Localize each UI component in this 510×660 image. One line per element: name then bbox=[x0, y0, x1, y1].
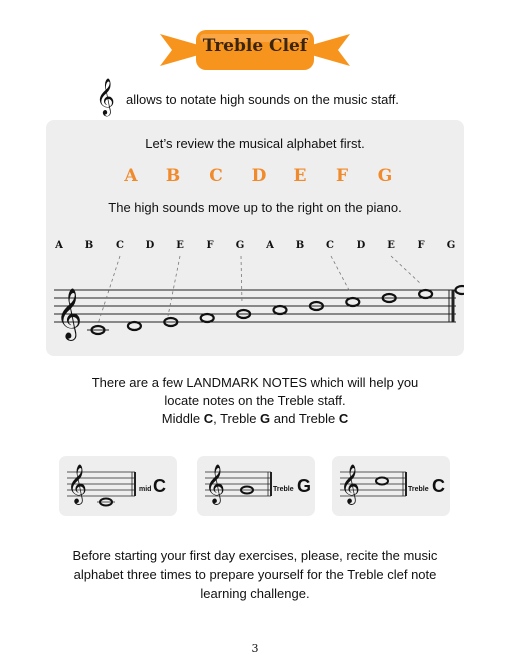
treble-clef-icon: 𝄞 bbox=[340, 464, 361, 504]
whole-note-F bbox=[456, 286, 465, 294]
card-small-label: mid bbox=[139, 486, 152, 493]
page-title: Treble Clef bbox=[202, 36, 308, 56]
whole-note-D bbox=[128, 322, 141, 330]
tone-letter: A bbox=[55, 240, 63, 251]
tone-letter: A bbox=[266, 240, 274, 251]
tone-letter: F bbox=[206, 240, 214, 251]
landmark-card-middle-c bbox=[59, 456, 177, 516]
landmark-text bbox=[40, 374, 470, 428]
page-number: 3 bbox=[251, 642, 259, 655]
alphabet-letter: F bbox=[335, 166, 349, 186]
card-small-label: Treble bbox=[408, 486, 429, 493]
closing-line: Before starting your first day exercises, please, recite the music bbox=[72, 548, 438, 563]
alphabet-letter: C bbox=[209, 166, 223, 186]
treble-clef-icon: 𝄞 bbox=[205, 464, 226, 504]
review-panel bbox=[46, 120, 464, 356]
treble-clef-icon: 𝄞 bbox=[96, 77, 115, 115]
card-small-label: Treble bbox=[273, 486, 294, 493]
landmark-line: locate notes on the Treble staff. bbox=[164, 393, 346, 408]
whole-note-A bbox=[274, 306, 287, 314]
alphabet-letter: A bbox=[124, 166, 138, 186]
text-fragment: , Treble bbox=[213, 411, 261, 426]
note-letter: C bbox=[203, 411, 214, 426]
alphabet-letter: B bbox=[165, 166, 181, 186]
tone-letter: B bbox=[84, 240, 94, 251]
whole-note-E bbox=[419, 290, 432, 298]
tone-letter: E bbox=[387, 240, 395, 251]
alphabet-letter: G bbox=[377, 166, 393, 186]
intro-text: allows to notate high sounds on the music staff. bbox=[126, 92, 399, 107]
tone-letter: D bbox=[145, 240, 155, 251]
tone-letter: B bbox=[295, 240, 305, 251]
landmark-line: There are a few LANDMARK NOTES which will help you bbox=[91, 375, 419, 390]
landmark-card-treble-g bbox=[197, 456, 315, 516]
text-fragment: Middle bbox=[161, 411, 204, 426]
tone-letter: E bbox=[176, 240, 184, 251]
review-heading: Let’s review the musical alphabet first. bbox=[145, 136, 365, 151]
closing-text bbox=[50, 546, 460, 603]
whole-note-F bbox=[201, 314, 214, 322]
tone-letter: F bbox=[417, 240, 425, 251]
text-fragment: and Treble bbox=[270, 411, 339, 426]
alphabet-letter: E bbox=[293, 166, 307, 186]
whole-note bbox=[376, 478, 388, 485]
card-note-letter: C bbox=[432, 476, 445, 496]
tone-letter: G bbox=[235, 240, 245, 251]
tone-letter: D bbox=[356, 240, 366, 251]
tone-letter: G bbox=[446, 240, 456, 251]
closing-line: learning challenge. bbox=[200, 586, 310, 601]
card-note-letter: G bbox=[297, 476, 312, 496]
note-letter: C bbox=[338, 411, 349, 426]
note-letter: G bbox=[260, 411, 271, 426]
landmark-line bbox=[40, 410, 470, 428]
landmark-card-treble-c bbox=[332, 456, 450, 516]
candy-title-banner bbox=[158, 24, 352, 74]
intro-line bbox=[96, 77, 456, 116]
tone-letter: C bbox=[326, 240, 334, 251]
closing-line: alphabet three times to prepare yourself for the Treble clef note bbox=[73, 567, 437, 582]
treble-staff bbox=[46, 250, 464, 350]
treble-clef-icon: 𝄞 bbox=[67, 464, 88, 504]
card-note-letter: C bbox=[153, 476, 166, 496]
treble-clef-icon: 𝄞 bbox=[56, 288, 83, 339]
alphabet-letter: D bbox=[251, 166, 267, 186]
tone-letter: C bbox=[116, 240, 124, 251]
staff-notes bbox=[87, 286, 464, 334]
whole-note-C bbox=[346, 298, 359, 306]
piano-text: The high sounds move up to the right on the piano. bbox=[108, 200, 402, 215]
